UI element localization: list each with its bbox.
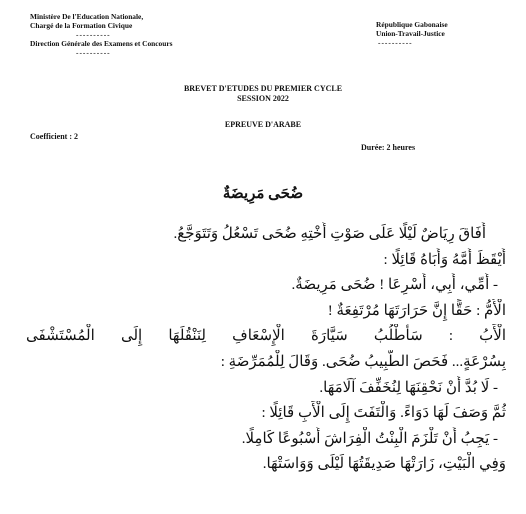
text-line: الْأَبُ : سَأَطْلُبُ سَيَّارَةَ الْإِسْعَافِ لِنَنْقُلَهَا إِلَى الْمُسْتَشْفَى xyxy=(26,328,506,345)
text-line: ثُمَّ وَصَفَ لَهَا دَوَاءً. وَالْتَفَتَ إِلَى الْأَبِ قَائِلًا : xyxy=(261,405,506,422)
header-separator: ---------- xyxy=(378,38,413,47)
republic-header xyxy=(376,20,448,47)
exam-title: BREVET D'ETUDES DU PREMIER CYCLE xyxy=(183,84,343,93)
epreuve-title: EPREUVE D'ARABE xyxy=(224,120,302,129)
ministry-subtitle: Chargé de la Formation Civique xyxy=(30,21,133,30)
text-line: - أُمِّي، أَبِي، أَسْرِعَا ! ضُحَى مَرِيضَةٌ. xyxy=(291,277,498,294)
text-line: - يَجِبُ أَنْ تَلْزَمَ الْبِنْتُ الْفِرَاشَ أُسْبُوعًا كَامِلًا. xyxy=(241,430,498,447)
text-line: أَيْقَظَ أُمَّهُ وَأَبَاهُ قَائِلًا : xyxy=(383,251,506,268)
republic-name: République Gabonaise xyxy=(376,20,448,29)
text-line: - لَا بُدَّ أَنْ نَحْقِنَهَا لِنُخَفِّفَ آلَامَهَا. xyxy=(319,379,498,396)
direction-name: Direction Générale des Examens et Concours xyxy=(30,39,173,48)
republic-motto: Union-Travail-Justice xyxy=(376,29,445,38)
header-separator: ---------- xyxy=(76,30,111,39)
ministry-header xyxy=(14,12,224,57)
duration-label: Durée: 2 heures xyxy=(361,143,416,152)
header-separator: ---------- xyxy=(76,48,111,57)
coefficient-label: Coefficient : 2 xyxy=(30,132,78,141)
exam-session: SESSION 2022 xyxy=(237,94,289,103)
text-title: ضُحَى مَرِيضَةٌ xyxy=(222,186,304,202)
text-line: بِسُرْعَةٍ... فَحَصَ الطَّبِيبُ ضُحَى. وَقَالَ لِلْمُمَرِّضَةِ : xyxy=(220,353,506,370)
text-line: الْأُمُّ : حَقًّا إِنَّ حَرَارَتَهَا مُرْتَفِعَةٌ ! xyxy=(327,302,506,319)
text-body xyxy=(26,222,506,478)
ministry-name: Ministère De l'Education Nationale, xyxy=(30,12,144,21)
text-line: وَفِي الْبَيْتِ، زَارَتْهَا صَدِيقَتُهَا لَيْلَى وَوَاسَتْهَا. xyxy=(262,456,506,473)
text-line: أَفَاقَ رِيَاضٌ لَيْلًا عَلَى صَوْتِ أُخْتِهِ ضُحَى تَسْعُلُ وَتَتَوَجَّعُ. xyxy=(173,226,486,242)
